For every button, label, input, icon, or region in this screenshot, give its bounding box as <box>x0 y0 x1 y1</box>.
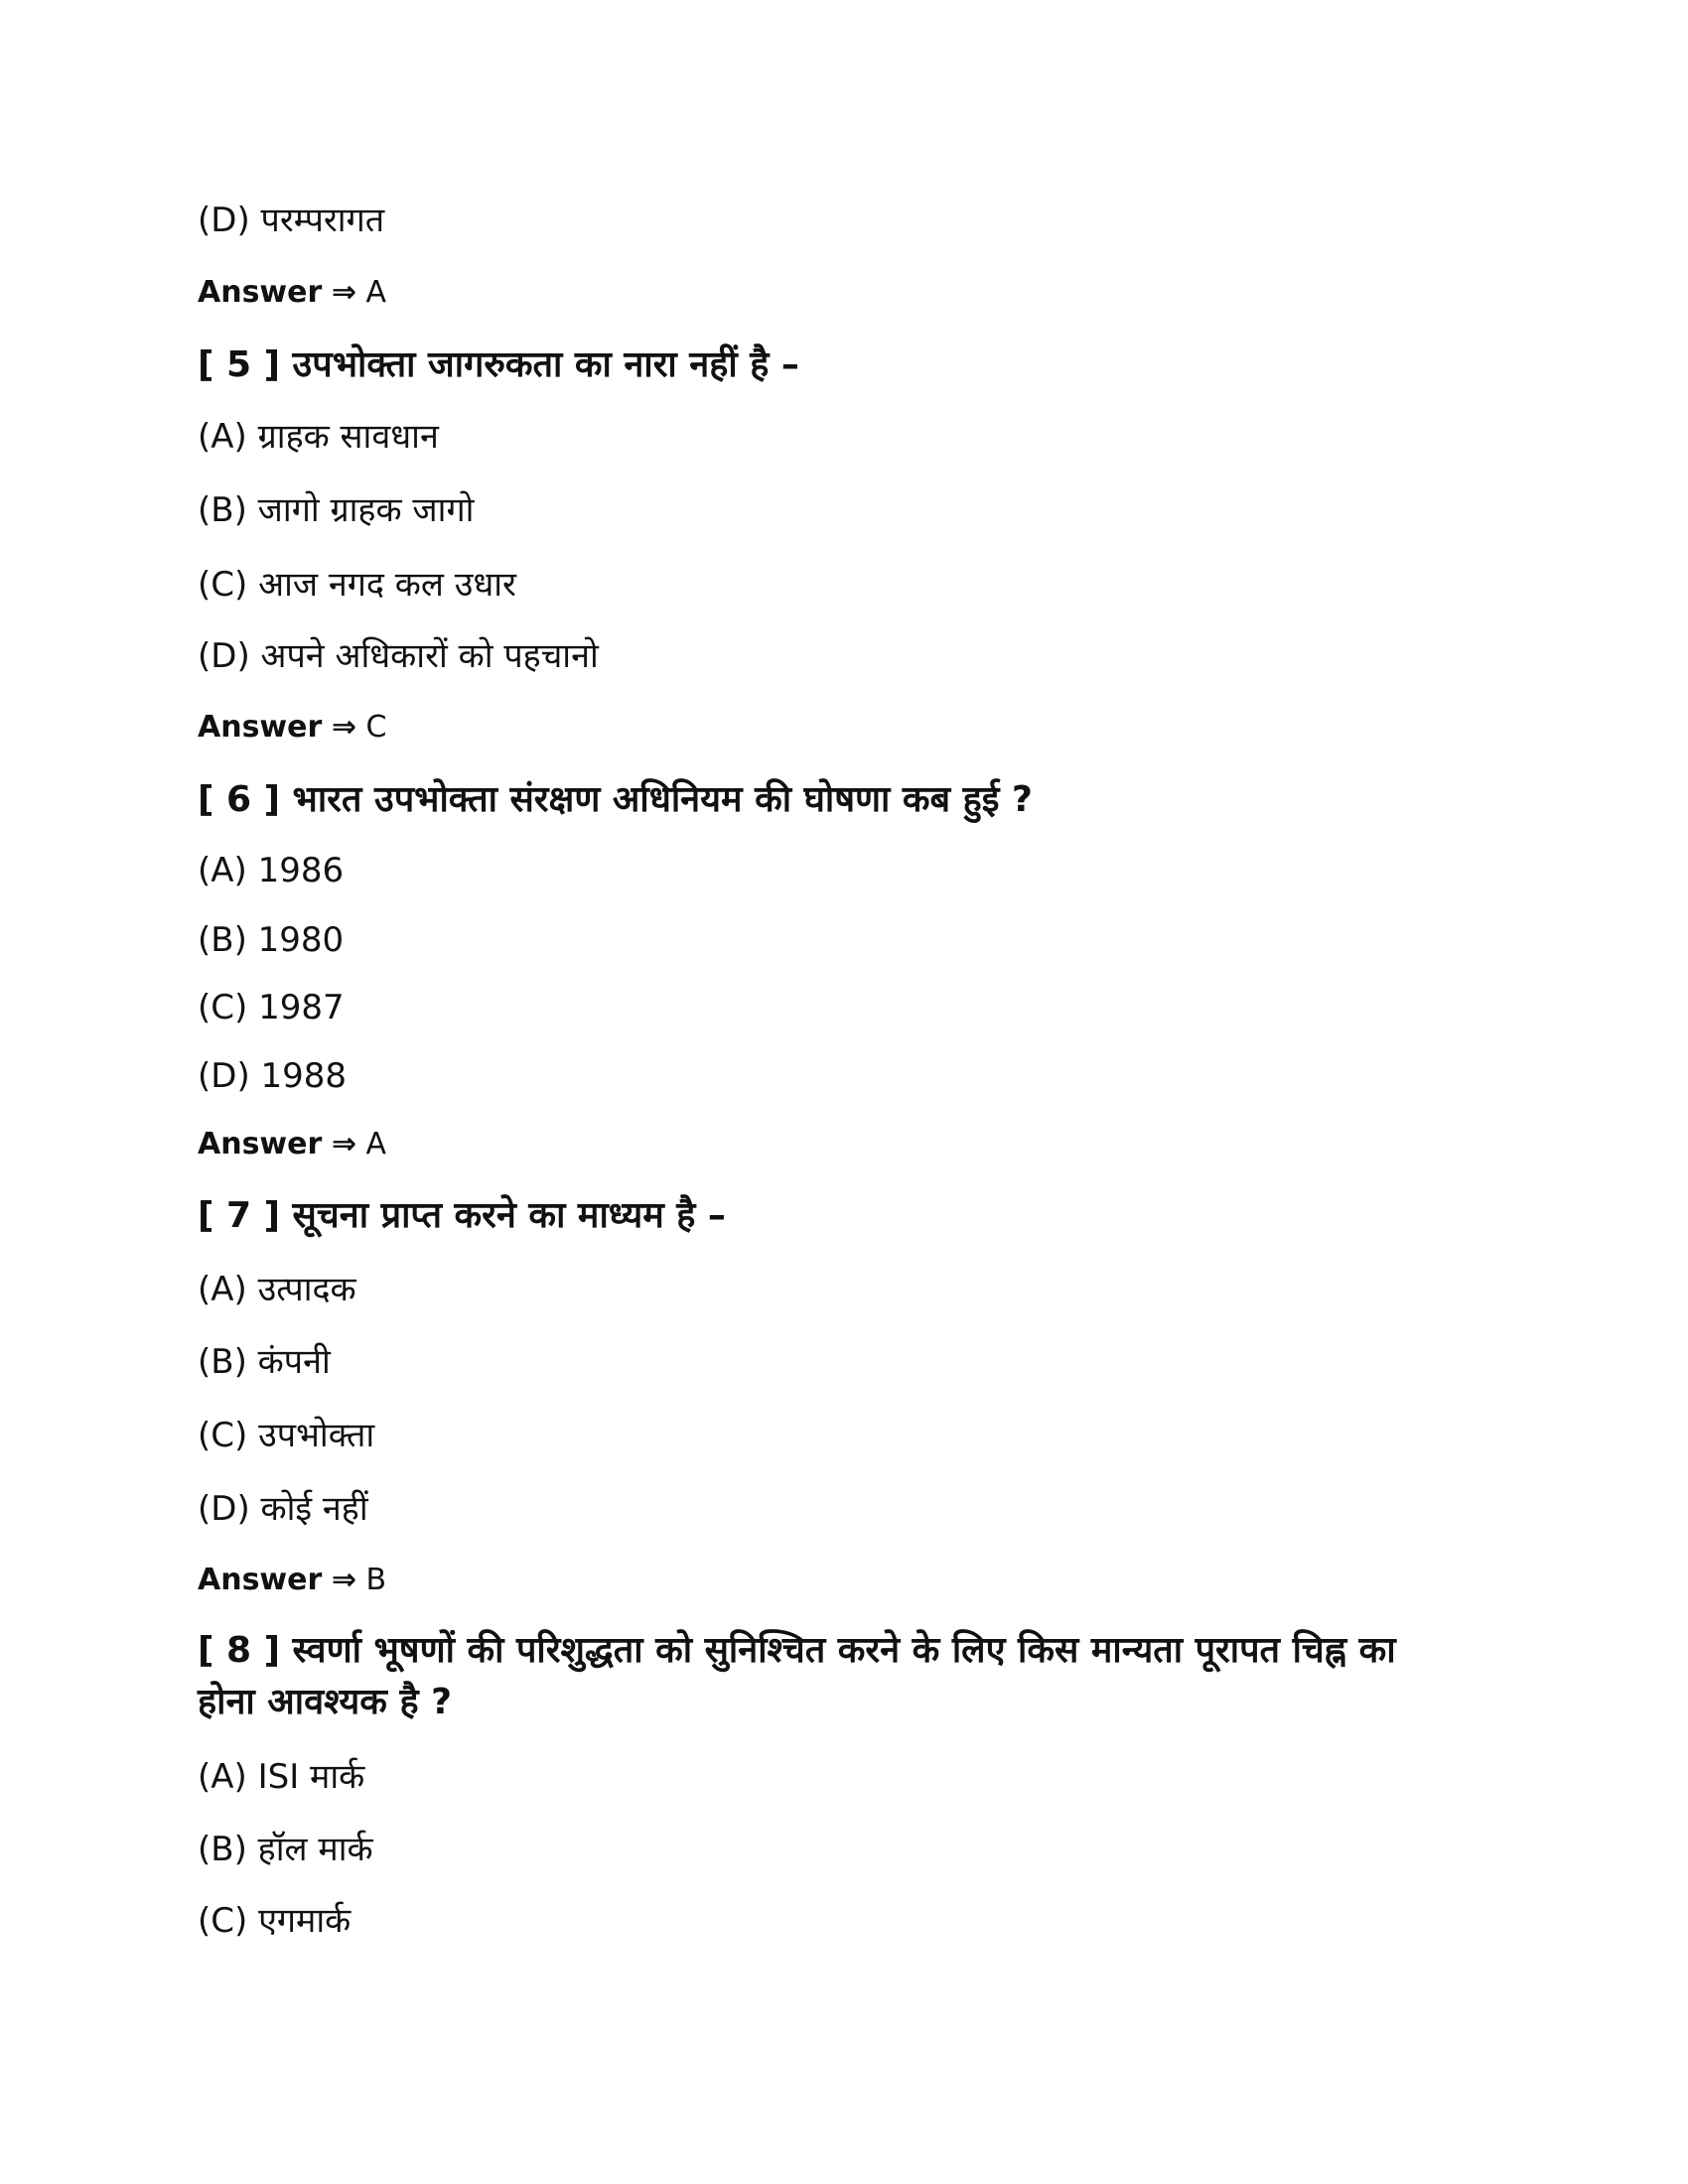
question-text: [ 7 ] सूचना प्राप्त करने का माध्यम है – <box>198 1195 726 1236</box>
answer-option: (B) हॉल मार्क <box>198 1830 373 1869</box>
answer-value: A <box>365 1127 387 1161</box>
answer-option: (C) उपभोक्ता <box>198 1416 375 1455</box>
question-text: [ 8 ] स्वर्णा भूषणों की परिशुद्धता को सुनिश्चित करने के लिए किस मान्यता पूरापत चिह्न का <box>198 1630 1396 1671</box>
answer-option: (A) ISI मार्क <box>198 1757 365 1797</box>
answer-line <box>198 275 387 310</box>
answer-line <box>198 1563 387 1597</box>
answer-value: C <box>365 710 387 745</box>
arrow-icon: ⇒ <box>331 1563 356 1597</box>
answer-line <box>198 1127 387 1161</box>
question-text: [ 6 ] भारत उपभोक्ता संरक्षण अधिनियम की घोषणा कब हुई ? <box>198 779 1033 820</box>
answer-option: (B) कंपनी <box>198 1342 331 1382</box>
answer-option: (B) जागो ग्राहक जागो <box>198 490 475 530</box>
arrow-icon: ⇒ <box>331 275 356 310</box>
answer-option: (C) एगमार्क <box>198 1901 352 1941</box>
answer-value: A <box>365 275 387 310</box>
answer-option: (A) 1986 <box>198 851 345 890</box>
question-text: होना आवश्यक है ? <box>198 1682 452 1722</box>
answer-value: B <box>365 1563 387 1597</box>
arrow-icon: ⇒ <box>331 710 356 745</box>
answer-option: (D) कोई नहीं <box>198 1489 368 1529</box>
answer-option: (D) अपने अधिकारों को पहचानो <box>198 636 599 676</box>
answer-line <box>198 710 387 745</box>
answer-label: Answer <box>198 1563 323 1597</box>
answer-option: (D) परम्परागत <box>198 201 385 240</box>
answer-label: Answer <box>198 275 323 310</box>
answer-label: Answer <box>198 1127 323 1161</box>
question-text: [ 5 ] उपभोक्ता जागरुकता का नारा नहीं है – <box>198 344 799 385</box>
answer-option: (A) उत्पादक <box>198 1270 356 1309</box>
arrow-icon: ⇒ <box>331 1127 356 1161</box>
answer-label: Answer <box>198 710 323 745</box>
answer-option: (B) 1980 <box>198 920 345 960</box>
answer-option: (A) ग्राहक सावधान <box>198 417 439 457</box>
answer-option: (D) 1988 <box>198 1056 348 1096</box>
answer-option: (C) आज नगद कल उधार <box>198 565 516 605</box>
answer-option: (C) 1987 <box>198 988 345 1027</box>
